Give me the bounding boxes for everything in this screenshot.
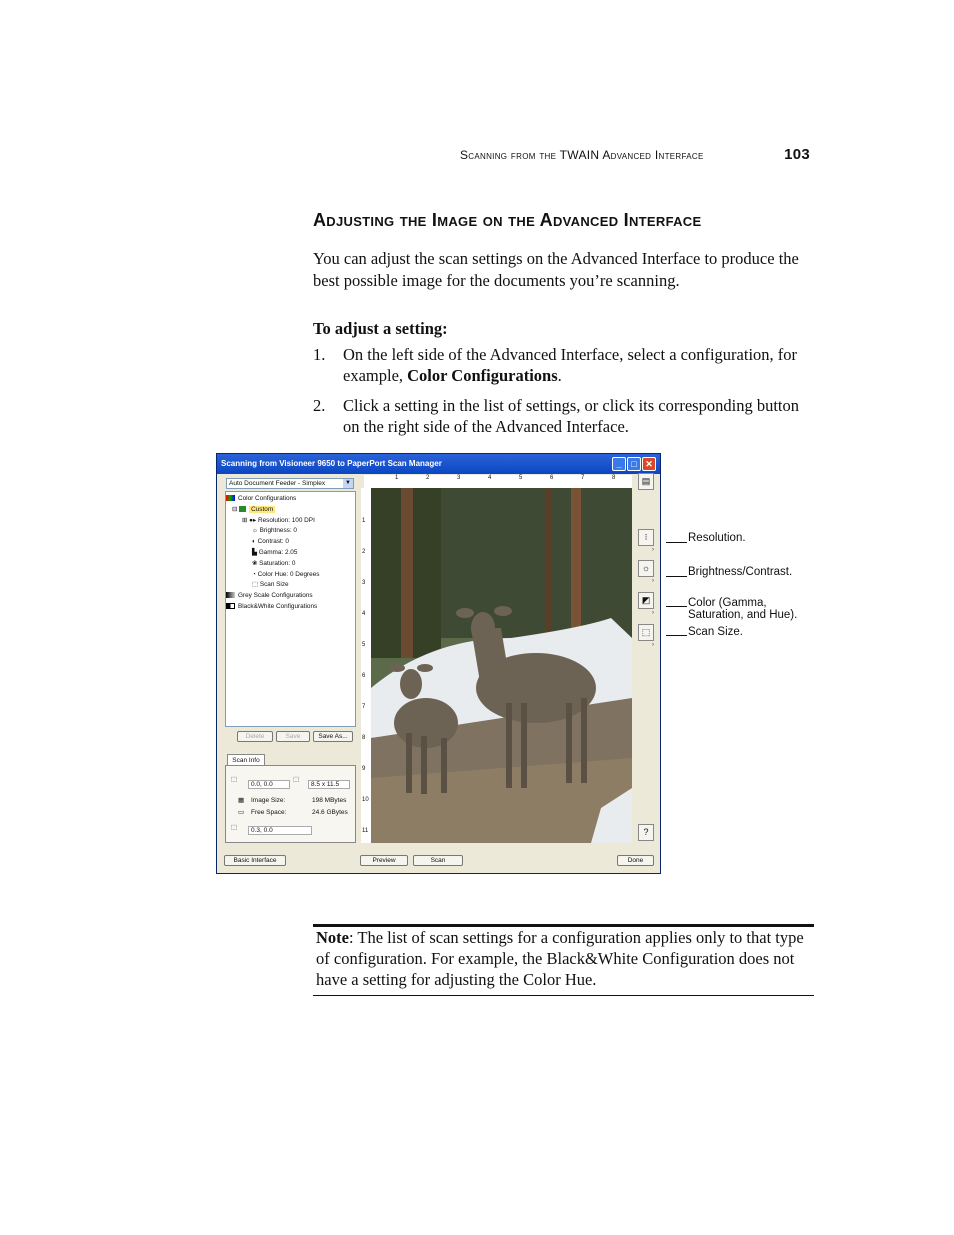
free-space-value: 24.6 GBytes — [312, 809, 348, 816]
save-button[interactable]: Save — [276, 731, 310, 742]
note-box — [316, 927, 811, 990]
ruler-tick-label: 1 — [395, 475, 399, 481]
running-head-title: Scanning from the TWAIN Advanced Interface — [460, 148, 704, 162]
step-number: 1. — [313, 345, 326, 364]
hue-icon: ◔ — [252, 570, 256, 578]
section-title: Adjusting the Image on the Advanced Interface — [313, 210, 702, 230]
ruler-tick-label: 7 — [362, 704, 366, 710]
ruler-tick-label: 6 — [362, 673, 366, 679]
preview-image — [371, 488, 632, 843]
brightness-contrast-button[interactable]: ☼ — [638, 560, 654, 577]
scan-button[interactable]: Scan — [413, 855, 463, 866]
contrast-icon: ◐ — [252, 538, 256, 546]
resolution-button[interactable]: ⁝ — [638, 529, 654, 546]
size-icon: ⬚ — [293, 776, 300, 783]
delete-button[interactable]: Delete — [237, 731, 273, 742]
color-config-icon — [226, 495, 235, 501]
preview-button[interactable]: Preview — [360, 855, 408, 866]
callout-line — [666, 606, 687, 607]
window-title: Scanning from Visioneer 9650 to PaperPort Scan Manager — [221, 459, 442, 468]
gamma-icon: ▙ — [252, 548, 257, 556]
scanner-window-screenshot — [216, 453, 661, 874]
ruler-tick-label: 8 — [362, 735, 366, 741]
running-head — [460, 148, 810, 162]
tree-hue[interactable]: ◔ Color Hue: 0 Degrees — [252, 570, 320, 578]
done-button[interactable]: Done — [617, 855, 654, 866]
tree-bw-configurations[interactable]: Black&White Configurations — [226, 602, 355, 613]
window-titlebar — [217, 454, 660, 474]
step-1 — [313, 344, 803, 386]
tree-gamma[interactable]: ▙ Gamma: 2.05 — [252, 548, 298, 556]
save-as-button[interactable]: Save As... — [313, 731, 353, 742]
chevron-right-icon: › — [652, 610, 654, 616]
grey-config-icon — [226, 592, 235, 598]
bw-config-icon — [226, 603, 235, 609]
horizontal-ruler — [364, 475, 632, 489]
chevron-down-icon: ▼ — [343, 479, 353, 488]
ruler-tick-label: 2 — [362, 549, 366, 555]
tree-brightness[interactable]: ☼ Brightness: 0 — [252, 527, 297, 535]
note-bottom-rule — [313, 995, 814, 996]
tab-scan-info[interactable]: Scan Info — [227, 754, 265, 765]
callout-color: Color (Gamma, Saturation, and Hue). — [688, 597, 798, 621]
callout-brightness: Brightness/Contrast. — [688, 566, 793, 578]
resolution-icon: ●▸ — [249, 516, 257, 524]
maximize-icon[interactable]: □ — [627, 457, 641, 471]
tree-grey-configurations[interactable]: Grey Scale Configurations — [226, 591, 355, 602]
chevron-right-icon: › — [652, 578, 654, 584]
close-icon[interactable]: ✕ — [642, 457, 656, 471]
step-text: On the left side of the Advanced Interface, select a configuration, for example, Color Configurations. — [343, 345, 798, 385]
configuration-tree[interactable] — [225, 491, 356, 727]
origin-icon: ⬚ — [231, 776, 238, 783]
ruler-tick-label: 11 — [362, 828, 369, 834]
image-size-label: Image Size: — [251, 797, 286, 804]
color-button[interactable]: ◩ — [638, 592, 654, 609]
step-number: 2. — [313, 396, 326, 415]
callout-line — [666, 542, 687, 543]
ruler-tick-label: 7 — [581, 475, 585, 481]
ruler-tick-label: 10 — [362, 797, 369, 803]
ruler-tick-label: 5 — [362, 642, 366, 648]
ruler-tick-label: 9 — [362, 766, 366, 772]
tree-color-configurations[interactable]: Color Configurations — [226, 494, 355, 505]
chevron-right-icon: › — [652, 642, 654, 648]
tree-saturation[interactable]: ❀ Saturation: 0 — [252, 559, 296, 567]
tree-resolution[interactable]: ⊞ ●▸ Resolution: 100 DPI — [242, 516, 315, 524]
ruler-tick-label: 2 — [426, 475, 430, 481]
scan-info-panel — [225, 765, 356, 843]
callout-line — [666, 635, 687, 636]
step-text: Click a setting in the list of settings, or click its corresponding button on the right side of the Advanced Interface. — [343, 396, 799, 436]
scan-size-icon: ⬚ — [252, 581, 259, 589]
note-text: : The list of scan settings for a configuration applies only to that type of configuration. For example, the Black&White Configuration does not have a setting for adjusting the Color Hue. — [316, 928, 804, 989]
ruler-tick-label: 5 — [519, 475, 523, 481]
scanner-source-select[interactable]: Auto Document Feeder - Simplex ▼ — [226, 478, 354, 489]
ruler-tick-label: 4 — [362, 611, 366, 617]
ruler-tick-label: 1 — [362, 518, 366, 524]
tree-custom[interactable]: ⊟ Custom — [232, 505, 274, 513]
preferences-icon[interactable]: ▤ — [638, 473, 654, 490]
tree-scan-size[interactable]: ⬚ Scan Size — [252, 581, 289, 589]
size-field[interactable]: 8.5 x 11.5 — [308, 780, 350, 789]
brightness-icon: ☼ — [252, 527, 258, 535]
disk-icon: ▭ — [238, 809, 245, 816]
procedure-lead: To adjust a setting: — [313, 319, 448, 338]
ruler-tick-label: 3 — [362, 580, 366, 586]
scan-size-button[interactable]: ⬚ — [638, 624, 654, 641]
config-icon — [239, 506, 246, 512]
chevron-right-icon: › — [652, 547, 654, 553]
tree-contrast[interactable]: ◐ Contrast: 0 — [252, 538, 289, 546]
callout-resolution: Resolution. — [688, 532, 746, 544]
saturation-icon: ❀ — [252, 559, 258, 567]
ruler-tick-label: 8 — [612, 475, 616, 481]
intro-paragraph: You can adjust the scan settings on the Advanced Interface to produce the best possible image for the documents you’re scanning. — [313, 249, 799, 290]
free-space-label: Free Space: — [251, 809, 287, 816]
callout-scan-size: Scan Size. — [688, 626, 743, 638]
basic-interface-button[interactable]: Basic Interface — [224, 855, 286, 866]
help-icon[interactable]: ? — [638, 824, 654, 841]
ruler-tick-label: 6 — [550, 475, 554, 481]
ruler-tick-label: 3 — [457, 475, 461, 481]
step-2 — [313, 395, 803, 437]
page-number: 103 — [784, 146, 810, 163]
deer-photo — [371, 488, 632, 843]
origin-field[interactable]: 0.0, 0.0 — [248, 780, 290, 789]
minimize-icon[interactable]: _ — [612, 457, 626, 471]
callout-line — [666, 576, 687, 577]
offset-field[interactable]: 0.3, 0.0 — [248, 826, 312, 835]
image-size-value: 198 MBytes — [312, 797, 347, 804]
image-size-icon: ▦ — [238, 797, 245, 804]
offset-icon: ⬚ — [231, 824, 238, 831]
note-label: Note — [316, 928, 349, 947]
ruler-tick-label: 4 — [488, 475, 492, 481]
